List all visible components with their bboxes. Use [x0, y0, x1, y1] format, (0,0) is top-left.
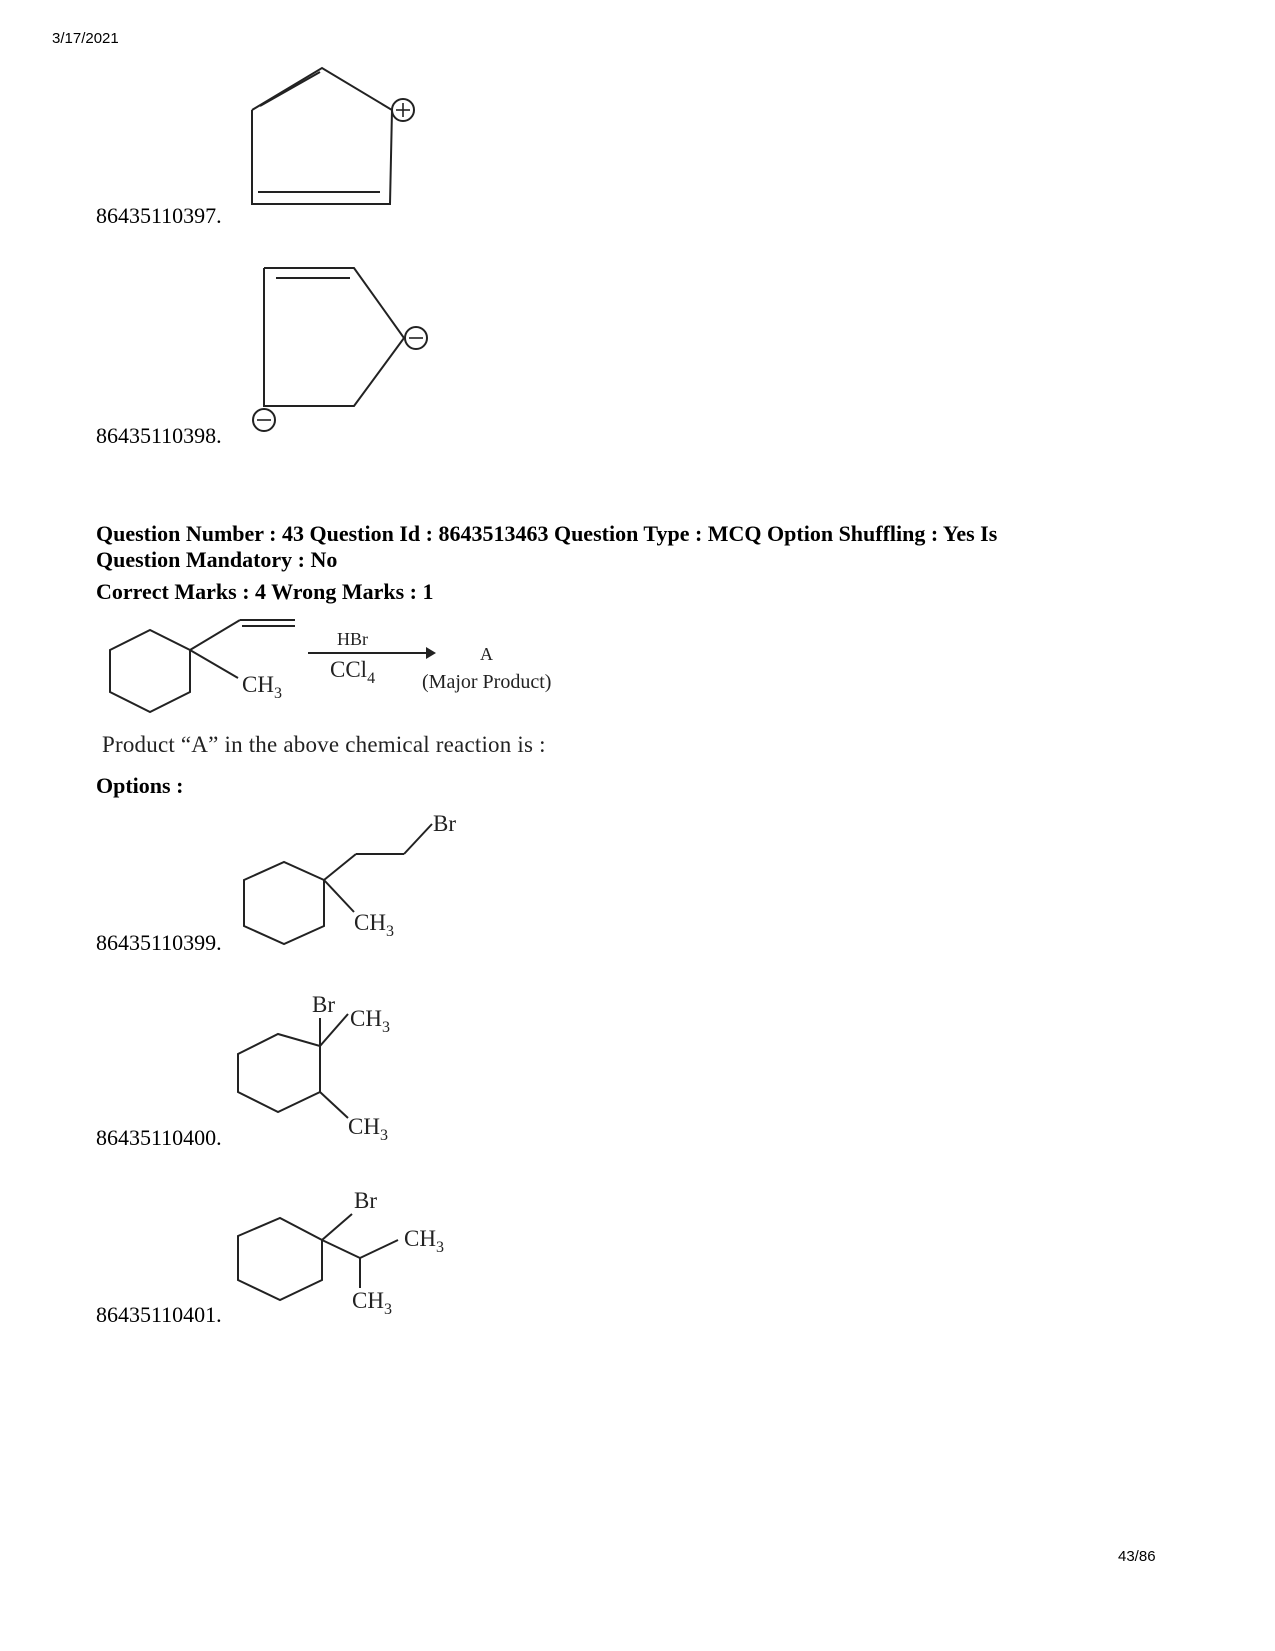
- option-structure-400: [230, 988, 490, 1148]
- question-marks: Correct Marks : 4 Wrong Marks : 1: [96, 579, 434, 604]
- plus-charge-icon: [392, 99, 414, 121]
- option-structure-cation: [240, 60, 440, 210]
- page-number: 43/86: [1118, 1548, 1156, 1565]
- question-text: Product “A” in the above chemical reaction is :: [102, 732, 546, 757]
- option-structure-399: [236, 810, 496, 960]
- question-meta-line1: Question Number : 43 Question Id : 8643513463 Question Type : MCQ Option Shuffling : Yes Is: [96, 521, 998, 546]
- options-label: Options :: [96, 773, 184, 798]
- minus-charge-icon: [253, 409, 275, 431]
- option-ch3-label-b: $CH_3$: [348, 1114, 388, 1144]
- option-id: 86435110397.: [96, 203, 222, 228]
- option-id: 86435110398.: [96, 423, 222, 448]
- option-structure-401: [230, 1184, 500, 1324]
- option-ch3-label: $CH_3$: [354, 910, 394, 940]
- minus-charge-icon: [405, 327, 427, 349]
- page-date: 3/17/2021: [52, 30, 119, 47]
- reagent-bottom: CCl$_4$: [330, 657, 376, 687]
- option-id: 86435110399.: [96, 930, 222, 955]
- reagent-top: HBr: [337, 629, 368, 649]
- question-meta: [96, 521, 1196, 573]
- option-br-label: Br: [433, 811, 456, 836]
- option-id: 86435110400.: [96, 1125, 222, 1150]
- option-structure-dianion: [250, 262, 450, 442]
- question-meta-line2: Question Mandatory : No: [96, 547, 338, 572]
- option-br-label: Br: [354, 1188, 377, 1213]
- option-ch3-label-b: $CH_3$: [352, 1288, 392, 1318]
- reaction-substituent: $CH_3$: [242, 672, 282, 702]
- option-id: 86435110401.: [96, 1302, 222, 1327]
- reaction-scheme: [100, 612, 580, 722]
- product-label: A: [480, 644, 493, 664]
- option-br-label: Br: [312, 992, 335, 1017]
- product-note: (Major Product): [422, 671, 552, 693]
- option-ch3-label-a: $CH_3$: [350, 1006, 390, 1036]
- option-ch3-label-a: $CH_3$: [404, 1226, 444, 1256]
